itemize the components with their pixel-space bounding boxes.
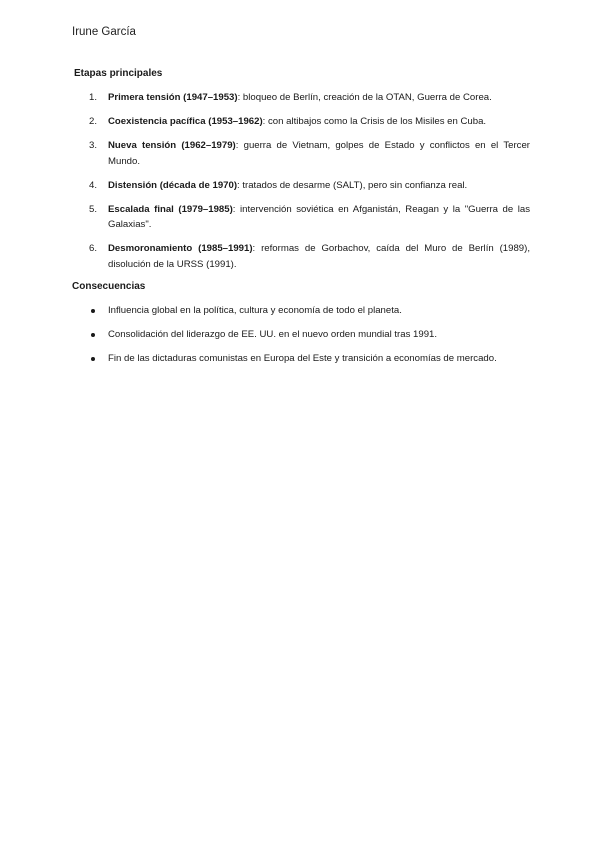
bullet-icon <box>91 333 95 337</box>
author-name: Irune García <box>72 26 136 38</box>
list-item <box>80 114 530 130</box>
bullet-icon <box>91 357 95 361</box>
item-text: : guerra de Vietnam, golpes de Estado y conflictos en el Tercer Mundo. <box>108 140 530 167</box>
list-item <box>80 202 530 233</box>
list-number: 2. <box>89 116 98 127</box>
section-title-etapas: Etapas principales <box>74 68 163 79</box>
item-text: : tratados de desarme (SALT), pero sin confianza real. <box>237 179 468 191</box>
section-title-consecuencias: Consecuencias <box>72 281 146 292</box>
item-text: : bloqueo de Berlín, creación de la OTAN, Guerra de Corea. <box>237 92 492 103</box>
item-text: : reformas de Gorbachov, caída del Muro de Berlín (1989), disolución de la URSS (1991). <box>108 243 530 270</box>
bullet-icon <box>91 309 95 313</box>
list-number: 1. <box>89 92 98 103</box>
list-number: 5. <box>89 203 98 215</box>
item-text: : intervención soviética en Afganistán, Reagan y la "Guerra de las Galaxias". <box>108 203 530 230</box>
consecuencias-list <box>80 303 530 375</box>
item-text: Influencia global en la política, cultura y economía de todo el planeta. <box>108 305 402 316</box>
item-heading: Primera tensión (1947–1953) <box>108 92 238 103</box>
list-item <box>80 327 530 343</box>
list-item <box>80 241 530 272</box>
item-text: Fin de las dictaduras comunistas en Europa del Este y transición a economías de mercado. <box>108 353 497 364</box>
item-heading: Nueva tensión (1962–1979) <box>108 140 236 151</box>
item-heading: Coexistencia pacífica (1953–1962) <box>108 116 263 127</box>
list-number: 3. <box>89 140 98 151</box>
item-text: Consolidación del liderazgo de EE. UU. en el nuevo orden mundial tras 1991. <box>108 329 438 340</box>
item-heading: Escalada final (1979–1985) <box>108 203 233 215</box>
item-heading: Distensión (década de 1970) <box>108 179 238 191</box>
item-text: : con altibajos como la Crisis de los Misiles en Cuba. <box>262 116 487 127</box>
list-item <box>80 303 530 319</box>
list-item <box>80 178 530 194</box>
list-number: 6. <box>89 243 98 254</box>
list-number: 4. <box>89 179 98 191</box>
list-item <box>80 138 530 169</box>
item-heading: Desmoronamiento (1985–1991) <box>108 243 253 254</box>
etapas-list <box>80 90 530 281</box>
list-item <box>80 90 530 106</box>
list-item <box>80 351 530 367</box>
